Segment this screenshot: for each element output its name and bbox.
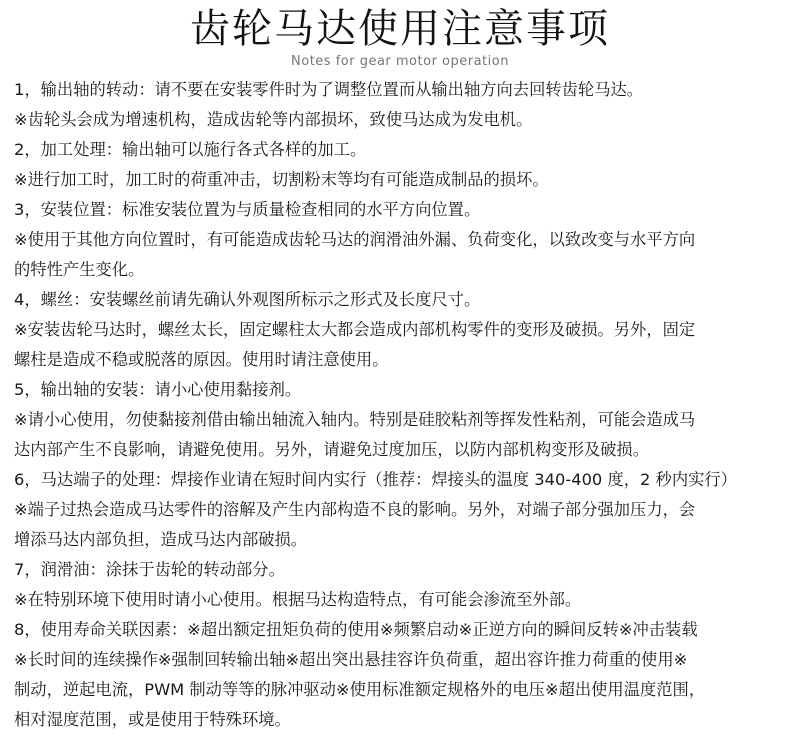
note-line: ※在特别环境下使用时请小心使用。根据马达构造特点，有可能会渗流至外部。 <box>14 590 582 609</box>
note-line: 4，螺丝：安装螺丝前请先确认外观图所标示之形式及长度尺寸。 <box>14 290 481 309</box>
note-line: 相对湿度范围，或是使用于特殊环境。 <box>14 710 291 729</box>
note-line: 达内部产生不良影响，请避免使用。另外，请避免过度加压，以防内部机构变形及破损。 <box>14 440 649 459</box>
note-line: 5，输出轴的安装：请小心使用黏接剂。 <box>14 380 302 399</box>
note-line: ※进行加工时，加工时的荷重冲击，切割粉末等均有可能造成制品的损坏。 <box>14 170 549 189</box>
document-subtitle: Notes for gear motor operation <box>291 54 509 69</box>
note-line: ※端子过热会造成马达零件的溶解及产生内部构造不良的影响。另外，对端子部分强加压力，会 <box>14 500 696 519</box>
note-line: 8，使用寿命关联因素：※超出额定扭矩负荷的使用※频繁启动※正逆方向的瞬间反转※冲击装载 <box>14 620 698 639</box>
note-line: 1，输出轴的转动：请不要在安装零件时为了调整位置而从输出轴方向去回转齿轮马达。 <box>14 80 644 99</box>
note-line: 7，润滑油：涂抹于齿轮的转动部分。 <box>14 560 285 579</box>
note-line: 的特性产生变化。 <box>14 260 145 279</box>
note-line: 6，马达端子的处理：焊接作业请在短时间内实行（推荐：焊接头的温度 340-400 度，2 秒内实行） <box>14 470 737 489</box>
notes-body <box>14 75 786 735</box>
note-line: 2，加工处理：输出轴可以施行各式各样的加工。 <box>14 140 367 159</box>
note-line: 3，安装位置：标准安装位置为与质量检查相同的水平方向位置。 <box>14 200 481 219</box>
note-line: ※安装齿轮马达时，螺丝太长，固定螺柱太大都会造成内部机构零件的变形及破损。另外，固定 <box>14 320 696 339</box>
note-line: ※长时间的连续操作※强制回转输出轴※超出突出悬挂容许负荷重，超出容许推力荷重的使用※ <box>14 650 688 669</box>
note-line: 制动，逆起电流，PWM 制动等等的脉冲驱动※使用标准额定规格外的电压※超出使用温度范围， <box>14 680 706 699</box>
note-line: ※请小心使用，勿使黏接剂借由输出轴流入轴内。特别是硅胶粘剂等挥发性粘剂，可能会造成马 <box>14 410 696 429</box>
note-line: 增添马达内部负担，造成马达内部破损。 <box>14 530 308 549</box>
note-line: 螺柱是造成不稳或脱落的原因。使用时请注意使用。 <box>14 350 389 369</box>
note-line: ※使用于其他方向位置时，有可能造成齿轮马达的润滑油外漏、负荷变化，以致改变与水平方向 <box>14 230 696 249</box>
document-title: 齿轮马达使用注意事项 <box>190 6 610 52</box>
note-line: ※齿轮头会成为增速机构，造成齿轮等内部损坏，致使马达成为发电机。 <box>14 110 533 129</box>
